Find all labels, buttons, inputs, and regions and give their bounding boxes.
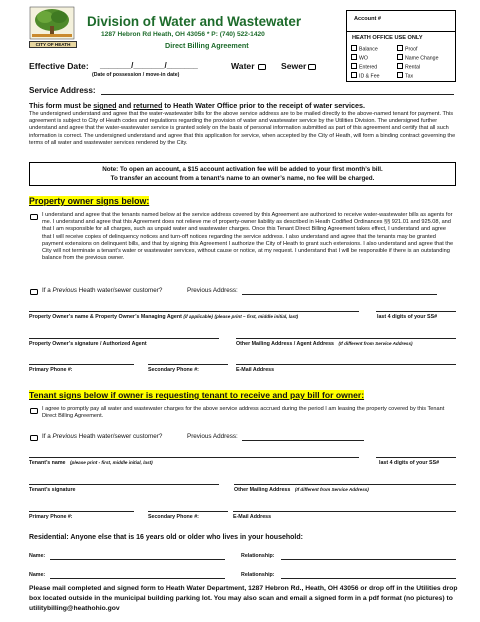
checkbox[interactable]	[351, 54, 357, 60]
tenant-other-address-label: Other Mailing Address (If different from Service Address)	[234, 487, 369, 493]
tenant-name-field[interactable]	[29, 457, 359, 458]
note-line-2: To transfer an account from a tenant’s name to an owner’s name, no fee will be charged.	[110, 175, 375, 182]
owner-secondary-phone-label: Secondary Phone #:	[148, 367, 199, 373]
checkbox[interactable]	[397, 72, 403, 78]
checkbox[interactable]	[351, 63, 357, 69]
tenant-name-label: Tenant’s name (please print - first, middle initial, last)	[29, 460, 153, 466]
owner-email-field[interactable]	[236, 364, 456, 365]
tenant-ssn-label: last 4 digits of your SS#	[379, 460, 440, 466]
agreement-paragraph: The undersigned understand and agree that the water-wastewater bills for the above service address are to be mailed directly to the above-named tenant for payment. This agreement is subject to City of Heath codes and regulations regarding the provision of water and wastewater service by the Utilities Division. The undersigned further understand and agree that the water-wastewater service is granted solely on the basis of personal information submitted as part of this agreement and certify that all such information is correct. The undersigned understand and agree that this application for service, when accepted by the City of Heath, will form a binding contract governing the terms of all water and wastewater services rendered by the City.	[29, 111, 456, 146]
resident-2-name-field[interactable]	[50, 578, 225, 579]
owner-agreement-text: I understand and agree that the tenants named below at the service address covered by this Agreement are authorized to receive water-wastewater bills as agents for me. I understand and agree that this Agreement does not relieve me of property-owner liability as described in Heath Codified Ordinances §§ 921.01 and 925.08, and that I am responsible for all charges, such as unpaid water and wastewater charges. Once this Tenant Direct Billing Agreement takes effect, I understand and agree that I will receive copies of delinquency notices and turn-off notices regarding the service address. I also understand and agree that the tenants may be granted payment extensions on delinquent bills, and that by signing this Agreement I authorize the City of Heath to grant such extensions. I also understand and agree that the City will not terminate a tenant’s water or wastewater services, without cause or notice, at my request. I understand that I will be responsible if there is an outstanding balance from the previous owner.	[42, 212, 454, 262]
sewer-checkbox[interactable]	[308, 64, 316, 70]
effective-date-field[interactable]: _______/_______/_______	[100, 61, 198, 70]
owner-previous-address-label: Previous Address:	[187, 287, 238, 294]
effective-date-label: Effective Date:	[29, 61, 89, 71]
tenant-previous-address-label: Previous Address:	[187, 433, 238, 440]
option-id-fee[interactable]: ID & Fee	[351, 72, 379, 81]
owner-primary-phone-field[interactable]	[29, 364, 134, 365]
resident-2-relationship-label: Relationship:	[241, 572, 275, 578]
owner-secondary-phone-field[interactable]	[148, 364, 228, 365]
checkbox[interactable]	[397, 45, 403, 51]
checkbox[interactable]	[351, 45, 357, 51]
tenant-other-address-field[interactable]	[234, 484, 456, 485]
logo-text: CITY OF HEATH	[29, 41, 77, 48]
owner-previous-customer-question: If a Previous Heath water/sewer customer?	[42, 287, 163, 294]
tenant-previous-customer-question: If a Previous Heath water/sewer customer?	[42, 433, 163, 440]
owner-other-address-field[interactable]	[236, 338, 456, 339]
owner-primary-phone-label: Primary Phone #:	[29, 367, 73, 373]
tenant-previous-address-field[interactable]	[242, 440, 364, 441]
effective-date-note: (Date of possession / move-in date)	[92, 72, 180, 78]
checkbox[interactable]	[397, 63, 403, 69]
checkbox[interactable]	[351, 72, 357, 78]
owner-previous-customer-checkbox[interactable]	[30, 289, 38, 295]
owner-name-field[interactable]	[29, 311, 359, 312]
return-instruction: This form must be signed and returned to Heath Water Office prior to the receipt of water services.	[29, 101, 366, 110]
resident-2-relationship-field[interactable]	[281, 578, 456, 579]
resident-1-relationship-field[interactable]	[281, 559, 456, 560]
tenant-primary-phone-label: Primary Phone #:	[29, 514, 73, 520]
tree-logo-icon	[29, 6, 75, 40]
option-proof[interactable]: Proof	[397, 45, 438, 54]
tenant-agreement-text: I agree to promptly pay all water and wastewater charges for the above service address accrued during the period I am leasing the property covered by this Tenant Direct Billing Agreement.	[42, 406, 445, 420]
owner-previous-address-field[interactable]	[242, 294, 437, 295]
account-number-field[interactable]	[347, 11, 455, 32]
page-title: Division of Water and Wastewater	[87, 14, 302, 29]
resident-1-name-label: Name:	[29, 553, 46, 559]
option-tax[interactable]: Tax	[397, 72, 438, 81]
owner-name-label: Property Owner’s name & Property Owner’s Managing Agent (if applicable) (please print – first, middle initial, last)	[29, 314, 299, 320]
tenant-signature-field[interactable]	[29, 484, 219, 485]
owner-signature-field[interactable]	[29, 338, 219, 339]
owner-email-label: E-Mail Address	[236, 367, 275, 373]
owner-ssn-field[interactable]	[376, 311, 456, 312]
activation-fee-note	[29, 162, 456, 186]
option-rental[interactable]: Rental	[397, 63, 438, 72]
owner-section-heading: Property owner signs below:	[29, 196, 150, 206]
owner-ssn-label: last 4 digits of your SS#	[377, 314, 438, 320]
resident-1-name-field[interactable]	[50, 559, 225, 560]
office-use-box	[346, 10, 456, 82]
tenant-section-heading: Tenant signs below if owner is requesting tenant to receive and pay bill for owner:	[29, 390, 365, 400]
owner-other-address-label: Other Mailing Address / Agent Address (If different from Service Address)	[236, 341, 413, 347]
tenant-secondary-phone-field[interactable]	[148, 511, 228, 512]
tenant-signature-label: Tenant’s signature	[29, 487, 76, 493]
tenant-ssn-field[interactable]	[376, 457, 456, 458]
tenant-secondary-phone-label: Secondary Phone #:	[148, 514, 199, 520]
tenant-email-field[interactable]	[233, 511, 456, 512]
tenant-previous-customer-checkbox[interactable]	[30, 435, 38, 441]
option-name-change[interactable]: Name Change	[397, 54, 438, 63]
tenant-agreement-checkbox[interactable]	[30, 408, 38, 414]
option-balance[interactable]: Balance	[351, 45, 379, 54]
tenant-email-label: E-Mail Address	[233, 514, 272, 520]
service-address-field[interactable]	[101, 94, 454, 95]
option-wo[interactable]: WO	[351, 54, 379, 63]
option-entered[interactable]: Entered	[351, 63, 379, 72]
water-checkbox[interactable]	[258, 64, 266, 70]
note-line-1: Note: To open an account, a $15 account activation fee will be added to your first month’s bill.	[102, 166, 383, 173]
office-options-right	[397, 45, 438, 81]
account-label: Account #	[354, 16, 382, 22]
checkbox[interactable]	[397, 54, 403, 60]
tenant-primary-phone-field[interactable]	[29, 511, 134, 512]
water-label: Water	[231, 61, 255, 71]
residential-heading: Residential: Anyone else that is 16 years old or older who lives in your household:	[29, 534, 303, 541]
office-use-title: HEATH OFFICE USE ONLY	[352, 35, 423, 41]
sewer-label: Sewer	[281, 61, 307, 71]
service-address-label: Service Address:	[29, 86, 96, 95]
footer-instructions: Please mail completed and signed form to Heath Water Department, 1287 Hebron Rd., Heath, OH 43056 or drop off in the Utilities drop box located outside in the municipal building parking lot. You may also scan and email a signed form in a pdf format (no pictures) to utilitybilling@heathohio.gov	[29, 585, 458, 612]
resident-1-relationship-label: Relationship:	[241, 553, 275, 559]
owner-agreement-checkbox[interactable]	[30, 214, 38, 220]
resident-2-name-label: Name:	[29, 572, 46, 578]
office-options-left	[351, 45, 379, 81]
form-subtitle: Direct Billing Agreement	[165, 41, 249, 50]
owner-signature-label: Property Owner’s signature / Authorized Agent	[29, 341, 147, 347]
org-address: 1287 Hebron Rd Heath, OH 43056 * P: (740) 522-1420	[101, 31, 265, 38]
city-logo	[29, 6, 75, 48]
